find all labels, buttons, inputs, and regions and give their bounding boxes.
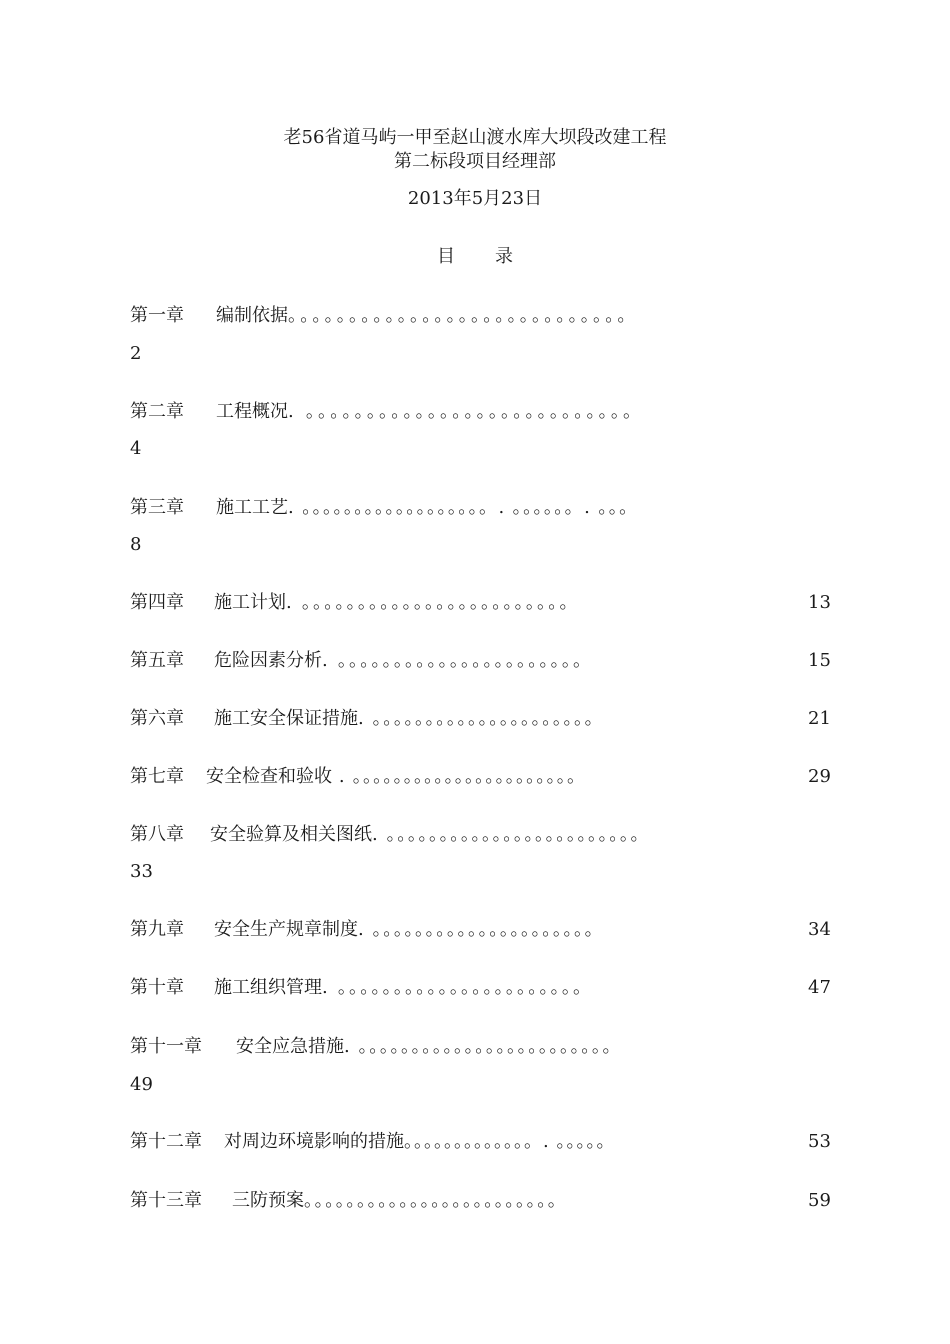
toc-title: 危险因素分析 xyxy=(214,650,322,671)
toc-leader: . 。。。。。。。。。。。。。。。。。。。。。。 xyxy=(322,650,594,671)
document-date: 2013年5月23日 xyxy=(407,188,543,209)
toc-title: 对周边环境影响的措施 xyxy=(224,1131,404,1152)
toc-chapter: 第八章 xyxy=(130,824,184,845)
toc-page-number: 34 xyxy=(808,919,831,940)
toc-leader: . 。。。。。。。。。。。。。。。。。。。。。。 xyxy=(322,977,594,998)
toc-title: 安全生产规章制度 xyxy=(214,919,358,940)
toc-page-number: 33 xyxy=(130,861,153,882)
toc-entry xyxy=(130,918,604,942)
toc-leader: . 。。。。。。。。。。。。。。。。。。. 。。。。。。. 。。。 xyxy=(288,497,639,518)
toc-chapter: 第九章 xyxy=(130,919,184,940)
toc-leader: 。。。。。。。。。。。。。。。。。。。。。。。。。。。。 xyxy=(288,305,639,326)
toc-leader: . 。。。。。。。。。。。。。。。。。。。。。。。。 xyxy=(286,592,580,613)
toc-entry xyxy=(130,1189,567,1213)
toc-leader: . 。。。。。。。。。。。。。。。。。。。。。 xyxy=(358,708,605,729)
toc-leader: 。。。。。。。。。。。。。。。。。。。。。。。。 xyxy=(304,1190,568,1211)
toc-page-number: 59 xyxy=(808,1190,831,1211)
toc-page-number: 29 xyxy=(808,766,831,787)
toc-entry xyxy=(130,1130,615,1154)
toc-heading-right: 录 xyxy=(495,246,513,267)
toc-chapter: 第七章 xyxy=(130,766,184,787)
toc-leader: . 。。。。。。。。。。。。。。。。。。。。。。。。。。。 xyxy=(288,401,645,422)
toc-chapter: 第三章 xyxy=(130,497,184,518)
toc-title: 工程概况 xyxy=(216,401,288,422)
toc-entry xyxy=(130,976,593,1000)
toc-entry xyxy=(130,649,593,673)
toc-page-number: 21 xyxy=(808,708,831,729)
toc-leader: . 。。。。。。。。。。。。。。。。。。。。。 xyxy=(358,919,605,940)
toc-title: 安全验算及相关图纸 xyxy=(210,824,372,845)
toc-page-number: 2 xyxy=(130,343,142,364)
toc-entry xyxy=(130,304,639,328)
toc-entry xyxy=(130,496,639,520)
toc-title: 安全检查和验收 xyxy=(206,766,332,787)
toc-entry xyxy=(130,765,586,789)
toc-page-number: 49 xyxy=(130,1074,153,1095)
document-title: 老56省道马屿一甲至赵山渡水库大坝段改建工程 xyxy=(283,127,667,148)
toc-leader: . 。。。。。。。。。。。。。。。。。。。。。。。。 xyxy=(344,1036,623,1057)
toc-entry xyxy=(130,400,644,424)
toc-page-number: 4 xyxy=(130,438,142,459)
toc-heading-left: 目 xyxy=(437,246,455,267)
toc-page-number: 53 xyxy=(808,1131,831,1152)
toc-page-number: 47 xyxy=(808,977,831,998)
toc-leader: . 。。。。。。。。。。。。。。。。。。。。。。。。 xyxy=(372,824,651,845)
toc-title: 三防预案 xyxy=(232,1190,304,1211)
toc-chapter: 第六章 xyxy=(130,708,184,729)
toc-entry xyxy=(130,591,580,615)
toc-chapter: 第二章 xyxy=(130,401,184,422)
toc-title: 编制依据 xyxy=(216,305,288,326)
toc-entry xyxy=(130,707,604,731)
toc-chapter: 第一章 xyxy=(130,305,184,326)
toc-title: 施工安全保证措施 xyxy=(214,708,358,729)
toc-title: 施工工艺 xyxy=(216,497,288,518)
toc-page-number: 13 xyxy=(808,592,831,613)
toc-chapter: 第十三章 xyxy=(130,1190,202,1211)
toc-title: 施工计划 xyxy=(214,592,286,613)
document-subtitle: 第二标段项目经理部 xyxy=(394,151,556,172)
toc-leader: 。。。。。。。。。。。。。. 。。。。。 xyxy=(404,1131,616,1152)
toc-entry xyxy=(130,823,650,847)
toc-title: 施工组织管理 xyxy=(214,977,322,998)
toc-chapter: 第四章 xyxy=(130,592,184,613)
toc-heading xyxy=(0,245,950,269)
toc-title: 安全应急措施 xyxy=(236,1036,344,1057)
toc-leader: . 。。。。。。。。。。。。。。。。。。。。。。 xyxy=(332,766,587,787)
toc-chapter: 第五章 xyxy=(130,650,184,671)
toc-chapter: 第十一章 xyxy=(130,1036,202,1057)
toc-chapter: 第十章 xyxy=(130,977,184,998)
toc-page-number: 8 xyxy=(130,534,142,555)
toc-chapter: 第十二章 xyxy=(130,1131,202,1152)
toc-entry xyxy=(130,1035,622,1059)
toc-page-number: 15 xyxy=(808,650,831,671)
